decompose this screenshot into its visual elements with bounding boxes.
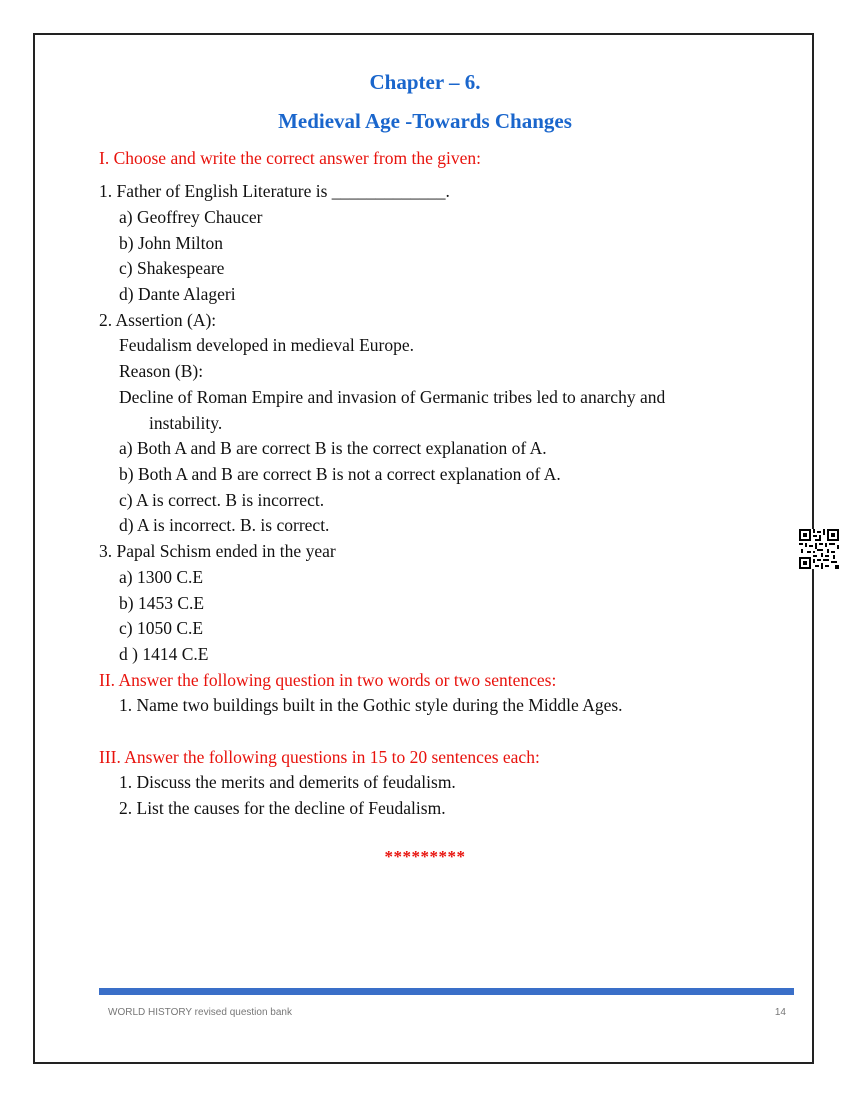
q3-option-b: b) 1453 C.E <box>119 593 205 613</box>
q2-reason-line-2: instability. <box>149 413 223 433</box>
q3-option-a: a) 1300 C.E <box>119 567 204 587</box>
footer-label: WORLD HISTORY revised question bank <box>108 1007 292 1018</box>
question-1: 1. Father of English Literature is _____________. <box>99 181 450 201</box>
question-2: 2. Assertion (A): <box>99 310 217 330</box>
q3-option-c: c) 1050 C.E <box>119 618 204 638</box>
q3-option-d: d ) 1414 C.E <box>119 644 209 664</box>
q1-option-c: c) Shakespeare <box>119 258 225 278</box>
q2-option-d: d) A is incorrect. B. is correct. <box>119 515 330 535</box>
q2-option-a: a) Both A and B are correct B is the correct explanation of A. <box>119 438 547 458</box>
q2-assertion: Feudalism developed in medieval Europe. <box>119 335 414 355</box>
qr-code-icon <box>799 529 839 569</box>
end-mark: ********* <box>384 847 466 866</box>
section-2-heading: II. Answer the following question in two words or two sentences: <box>99 670 557 690</box>
section-1-heading: I. Choose and write the correct answer from the given: <box>99 148 481 168</box>
q1-option-a: a) Geoffrey Chaucer <box>119 207 263 227</box>
question-3: 3. Papal Schism ended in the year <box>99 541 336 561</box>
q2-option-b: b) Both A and B are correct B is not a correct explanation of A. <box>119 464 561 484</box>
section-2-question-1: 1. Name two buildings built in the Gothic style during the Middle Ages. <box>119 695 623 715</box>
section-3-heading: III. Answer the following questions in 15 to 20 sentences each: <box>99 747 540 767</box>
page-number: 14 <box>774 1007 786 1018</box>
section-3-question-2: 2. List the causes for the decline of Feudalism. <box>119 798 446 818</box>
q1-option-b: b) John Milton <box>119 233 224 253</box>
q2-reason-line-1: Decline of Roman Empire and invasion of Germanic tribes led to anarchy and <box>119 387 666 407</box>
chapter-subtitle: Medieval Age -Towards Changes <box>278 109 572 133</box>
q1-option-d: d) Dante Alageri <box>119 284 236 304</box>
q2-option-c: c) A is correct. B is incorrect. <box>119 490 325 510</box>
section-3-question-1: 1. Discuss the merits and demerits of feudalism. <box>119 772 456 792</box>
q2-reason-label: Reason (B): <box>119 361 204 381</box>
footer-divider <box>99 988 794 995</box>
chapter-title: Chapter – 6. <box>369 70 481 94</box>
